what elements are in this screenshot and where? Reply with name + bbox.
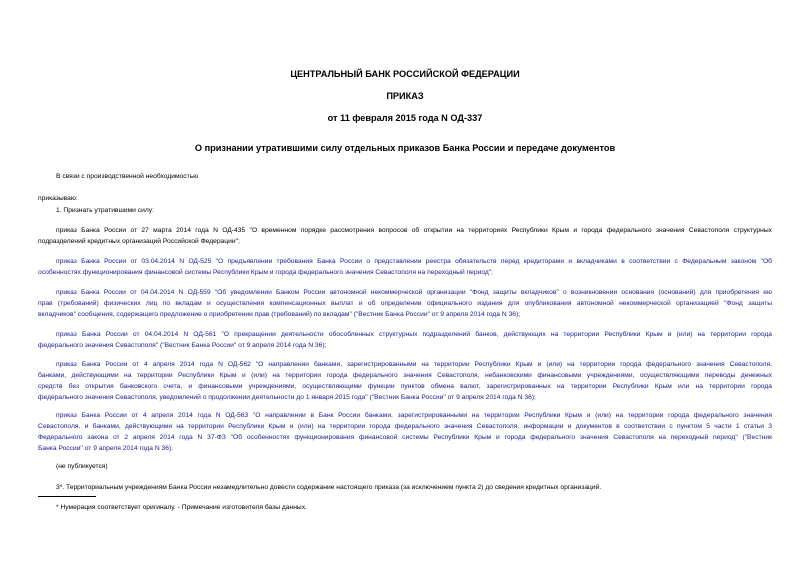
order-line[interactable]: Федерального закона от 2 апреля 2014 года N 37-ФЗ "Об особенностях функционирования финансовой системы Республики Крым и города федерального значения Севастополя на переходный период" ("Вестник [38,434,772,441]
order-line[interactable]: приказ Банка России от 04.04.2014 N ОД-561 "О прекращении деятельности обособленных структурных подразделений банков, действующих на территории Республики Крым и (или) на территории города [56,331,772,338]
order-line: приказ Банка России от 27 марта 2014 года N ОД-435 "О временном порядке рассмотрения вопросов об открытии на территориях Республики Крым и города федерального значения Севастополя структурных [56,227,772,234]
revoked-order-link[interactable] [38,287,772,320]
order-line[interactable]: средств без открытия банковского счета, и финансовыми учреждениями, осуществляющими функции пунктов обмена валют, зарегистрированных на территории Республики Крым или на территории города [38,383,772,390]
revoked-order-link[interactable] [38,329,772,351]
revoked-order-item [38,225,772,247]
order-line[interactable]: Севастополя, и банками, действующими на территории Республики Крым и (или) на территории города федерального значения Севастополя, информации и документов в соответствии с пунктом 5 части 1 статьи 3 [38,423,772,430]
order-line[interactable]: вкладчиков" сообщения, содержащего предложение о приобретении прав (требований) по вкладам" ("Вестник Банка России" от 9 апреля 2014 года N 36); [38,311,521,318]
revoked-order-link[interactable] [38,410,772,454]
document-page [38,0,772,571]
document-type-heading: ПРИКАЗ [386,91,424,101]
order-line[interactable]: федерального значения Севастополя, уведомлений о продолжении деятельности до 1 января 2015 года" ("Вестник Банка России" от 9 апреля 2014 года N 36); [38,394,536,401]
bank-name-heading: ЦЕНТРАЛЬНЫЙ БАНК РОССИЙСКОЙ ФЕДЕРАЦИИ [290,69,520,79]
order-line[interactable]: приказ Банка России от 04.04.2014 N ОД-559 "Об уведомлении Банком России автономной некоммерческой организации "Фонд защиты вкладчиков" о возникновении основания (оснований) для приобретения ею [56,289,772,296]
order-line[interactable]: федерального значения Севастополя" ("Вестник Банка России" от 9 апреля 2014 года N 36); [38,342,327,349]
order-line[interactable]: приказ Банка России от 4 апреля 2014 года N ОД-562 "О направлении банками, зарегистрированными на территории Республики Крым и (или) на территории города федерального значения Севастополя, [56,361,772,368]
order-line: подразделений кредитных организаций Российской Федерации"; [38,238,240,245]
revoked-order-link[interactable] [38,256,772,278]
order-word: приказываю: [38,195,78,202]
order-line[interactable]: Банка России" от 9 апреля 2014 года N 36). [38,445,174,452]
order-line[interactable]: приказ Банка России от 03.04.2014 N ОД-525 "О предъявлении требования Банка России о представлении реестра обязательств перед кредиторами и вкладчиками в соответствии с Федеральным законом "Об [56,258,772,265]
item-1-heading: 1. Признать утратившими силу: [56,207,154,214]
intro-text: В связи с производственной необходимостью [56,173,199,180]
order-line[interactable]: прав (требований) физических лиц по вкладам и осуществления компенсационных выплат и об определении официального издания для опубликования автономной некоммерческой организацией "Фонд защиты [38,300,772,307]
order-line[interactable]: банками, действующими на территории Республики Крым и (или) на территории города федерального значения Севастополя, небанковскими финансовыми учреждениями, осуществляющими переводы денежных [38,372,772,379]
order-line[interactable]: приказ Банка России от 4 апреля 2014 года N ОД-563 "О направлении в Банк России банками, зарегистрированными на территории Республики Крым и (или) на территории города федерального значения [56,412,772,419]
not-published-note: (не публикуется) [56,463,108,470]
order-line[interactable]: особенностях функционирования финансовой системы Республики Крым и города федерального значения Севастополя на переходный период"; [38,269,494,276]
footnote-divider [38,496,96,497]
document-date-number: от 11 февраля 2015 года N ОД-337 [327,113,483,123]
footnote-text: * Нумерация соответствует оригиналу. - Примечание изготовителя базы данных. [56,504,307,511]
revoked-order-link[interactable] [38,359,772,403]
item-3-text: 3*. Территориальным учреждениям Банка России незамедлительно довести содержание настоящего приказа (за исключением пункта 2) до сведения кредитных организаций. [56,484,602,491]
document-subject: О признании утратившими силу отдельных приказов Банка России и передаче документов [194,143,616,153]
